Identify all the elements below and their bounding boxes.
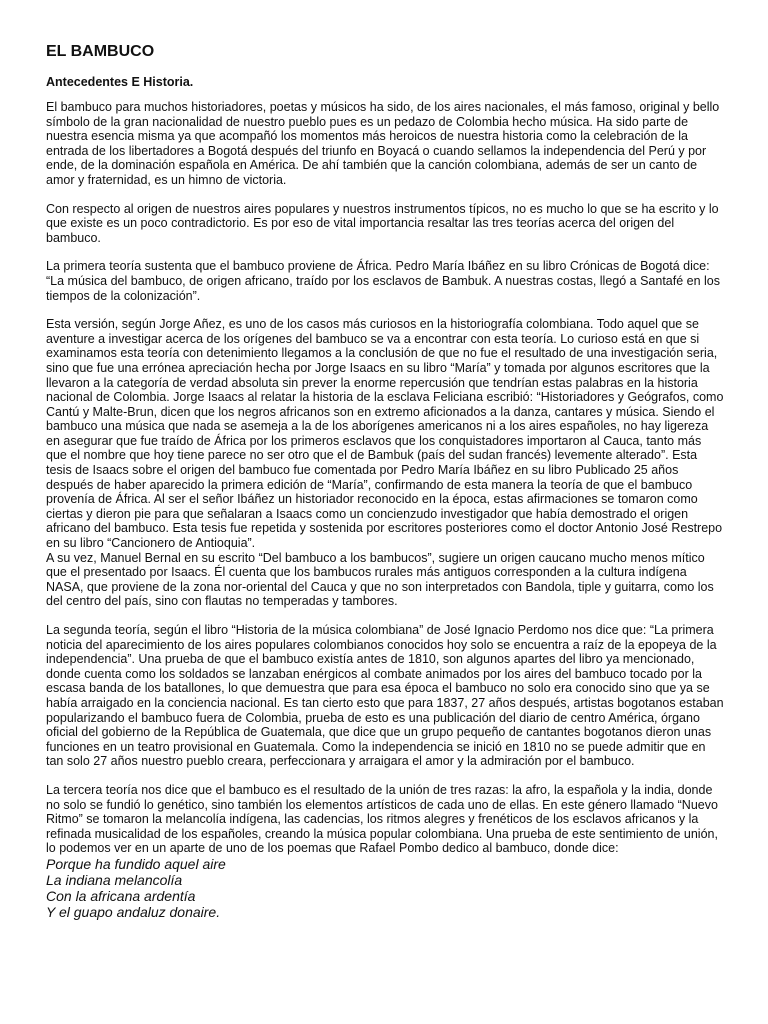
poem-line: Y el guapo andaluz donaire. — [46, 903, 221, 920]
paragraph-third-theory: La tercera teoría nos dice que el bambuco es el resultado de la unión de tres razas: la afro, la española y la india, donde no solo se fundió lo genético, sino también los elementos artísticos de cada uno de ellas. En este género llamado “Nuevo Ritmo” se tomaron la melancolía indígena, las cadencias, los ritmos alegres y frenéticos de los esclavos africanos y la refinada musicalidad de los españoles, creando la música popular colombiana. Una prueba de este sentimiento de unión, lo podemos ver en un aparte de uno de los poemas que Rafael Pombo dedico al bambuco, donde dice: — [46, 782, 718, 856]
paragraph-origin: Con respecto al origen de nuestros aires populares y nuestros instrumentos típicos, no es mucho lo que se ha escrito y lo que existe es un poco contradictorio. Es por eso de vital importancia resaltar las tres teorías acerca del origen del bambuco. — [46, 201, 719, 245]
poem-line: Con la africana ardentía — [46, 887, 196, 904]
poem-line: La indiana melancolía — [46, 871, 183, 888]
paragraph-bernal: A su vez, Manuel Bernal en su escrito “Del bambuco a los bambucos”, sugiere un origen caucano mucho menos mítico que el presentado por Isaacs. Él cuenta que los bambucos rurales más antiguos corresponden a la cultura indígena NASA, que proviene de la zona nor-oriental del Cauca y que no son interpretados con Bandola, tiple y guitarra, como los del centro del país, sino con flautas no temperadas y tambores. — [46, 550, 714, 609]
paragraph-second-theory: La segunda teoría, según el libro “Historia de la música colombiana” de José Ignacio Perdomo nos dice que: “La primera noticia del aparecimiento de los aires populares colombianos conocidos hoy solo se encuentra a raíz de la epopeya de la independencia”. Una prueba de que el bambuco existía antes de 1810, son algunos apartes del libro ya mencionado, donde cuenta como los soldados se lanzaban enérgicos al combate animados por los aires del bambuco tocado por la escasa banda de los batallones, lo que demuestra que para esa época el bambuco no solo era conocido sino que ya se había arraigado en la conciencia nacional. Es tan cierto esto que para 1837, 27 años después, artistas bogotanos estaban popularizando el bambuco fuera de Colombia, prueba de esto es una publicación del diario de centro América, órgano oficial del gobierno de la República de Guatemala, que dice que un grupo pequeño de cantantes bogotanos dieron unas funciones en un teatro provisional en Guatemala. Como la independencia se inició en 1810 no se puede admitir que en tan solo 27 años nuestro pueblo creara, perfeccionara y arraigara el amor y la admiración por el bambuco. — [46, 623, 724, 769]
paragraph-intro: El bambuco para muchos historiadores, poetas y músicos ha sido, de los aires nacionales, el más famoso, original y bello símbolo de la gran nacionalidad de nuestro pueblo pues es un pedazo de Colombia hecho música. Ha sido parte de nuestra esencia misma ya que acompañó los momentos más heroicos de nuestra historia como la celebración de la entrada de los libertadores a Bogotá después del triunfo en Boyacá o cuando sellamos la independencia del Perú y por ende, de la dominación española en América. De ahí también que la canción colombiana, además de ser un canto de amor y fraternidad, es un himno de victoria. — [46, 100, 720, 187]
paragraph-anez-version: Esta versión, según Jorge Añez, es uno de los casos más curiosos en la historiografía colombiana. Todo aquel que se aventure a investigar acerca de los orígenes del bambuco se va a encontrar con esta teoría. Lo curioso está en que si examinamos esta teoría con detenimiento llegamos a la conclusión de que no fue el resultado de una investigación seria, sino que fue una errónea apreciación hecha por Jorge Isaacs en su libro “María” y tomada por algunos escritores que la llevaron a la categoría de verdad absoluta sin prever la enorme repercusión que tendrían estas palabras en la historia nacional de Colombia. Jorge Isaacs al relatar la historia de la esclava Feliciana escribió: “Historiadores y Geógrafos, como Cantú y Malte-Brun, dicen que los negros africanos son en extremo aficionados a la danza, cantares y música. Siendo el bambuco una música que nada se asemeja a la de los aborígenes americanos ni a los aires españoles, no hay ligereza en asegurar que fue traído de África por los primeros esclavos que los conquistadores importaron al Cauca, tanto más que el nombre que hoy tiene parece no ser otro que el de Bambuk (país del sudan francés) levemente alterado”. Esta tesis de Isaacs sobre el origen del bambuco fue comentada por Pedro María Ibáñez en su libro Publicado 25 años después de haber aparecido la primera edición de “María”, confirmando de esta manera la teoría de que el bambuco provenía de África. Al ser el señor Ibáñez un historiador reconocido en la época, estas afirmaciones se tomaron como ciertas y dieron pie para que señalaran a Isaacs como un concienzudo investigador que había demostrado el origen africano del bambuco. Esta tesis fue repetida y sostenida por escritores posteriores como el doctor Antonio José Restrepo en su libro “Cancionero de Antioquia”. — [46, 317, 724, 551]
document-page — [46, 42, 724, 920]
paragraph-first-theory: La primera teoría sustenta que el bambuco proviene de África. Pedro María Ibáñez en su libro Crónicas de Bogotá dice: “La música del bambuco, de origen africano, traído por los esclavos de Bambuk. A nuestras costas, llegó a Santafé en los tiempos de la colonización”. — [46, 259, 720, 303]
poem-line: Porque ha fundido aquel aire — [46, 855, 226, 872]
document-title: EL BAMBUCO — [46, 43, 155, 60]
poem-excerpt — [46, 856, 724, 920]
section-heading: Antecedentes E Historia. — [46, 75, 194, 89]
